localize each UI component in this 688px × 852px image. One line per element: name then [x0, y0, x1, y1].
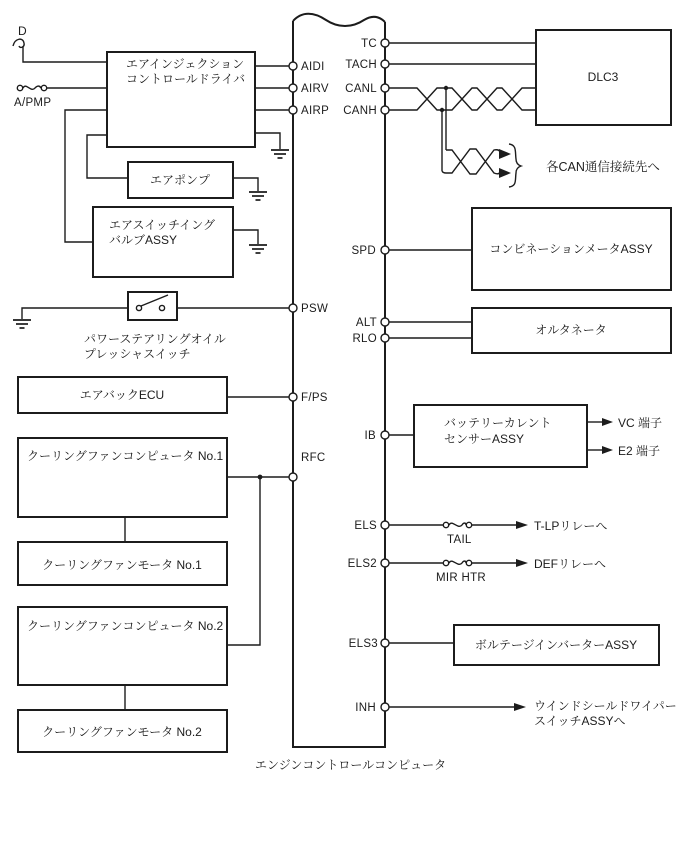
wire-els-tail — [389, 519, 607, 546]
wire-e2-terminal — [587, 443, 660, 458]
box-combination-meter — [472, 208, 671, 290]
terminal-tach — [381, 60, 389, 68]
arrowhead — [514, 703, 526, 711]
terminal-aidi-label: AIDI — [301, 61, 325, 73]
terminal-els3-label: ELS3 — [348, 638, 378, 650]
terminal-airp — [289, 106, 297, 114]
d-wire-label: D — [18, 24, 27, 38]
mir-htr-fuse-label: MIR HTR — [436, 572, 487, 584]
box-fan-motor-1 — [18, 542, 227, 585]
box-alternator — [472, 308, 671, 353]
fan-motor-2-label: クーリングファンモータ No.2 — [42, 725, 202, 739]
terminal-canh — [381, 106, 389, 114]
terminal-tc — [381, 39, 389, 47]
terminal-ib — [381, 431, 389, 439]
terminal-rlo — [381, 334, 389, 342]
box-voltage-inverter — [454, 625, 659, 665]
t-lp-relay-label: T-LPリレーへ — [534, 519, 608, 533]
box-air-pump — [128, 162, 233, 198]
terminal-fps — [289, 393, 297, 401]
ground-icon — [249, 245, 267, 253]
box-battery-current-sensor — [414, 405, 587, 467]
a-pmp-fuse-icon — [23, 86, 41, 89]
terminal-psw-label: PSW — [301, 303, 329, 315]
a-pmp-label: A/PMP — [14, 97, 52, 109]
airbag-ecu-label: エアバックECU — [79, 388, 165, 402]
arrowhead — [499, 168, 511, 178]
wire-inh — [389, 699, 677, 728]
terminal-alt-label: ALT — [355, 317, 377, 329]
box-dlc3 — [536, 30, 671, 125]
box-fan-computer-2 — [18, 607, 227, 685]
arrowhead — [499, 149, 511, 159]
terminal-rlo-label: RLO — [352, 333, 377, 345]
mir-htr-fuse-icon — [449, 561, 466, 564]
wire-d — [13, 24, 107, 62]
ecu-terminals-left — [289, 61, 329, 481]
terminal-tach-label: TACH — [345, 59, 377, 71]
ps-switch-label-line2: プレッシャスイッチ — [84, 347, 191, 361]
air-switching-valve-label-line2: バルブASSY — [109, 233, 178, 247]
terminal-inh-label: INH — [355, 702, 376, 714]
terminal-airv — [289, 84, 297, 92]
terminal-rfc-label: RFC — [301, 452, 326, 464]
alternator-label: オルタネータ — [535, 323, 607, 337]
terminal-canl-label: CANL — [345, 83, 377, 95]
ecu-label: エンジンコントロールコンピュータ — [255, 758, 447, 772]
terminal-airp-label: AIRP — [301, 105, 330, 117]
wire-a-pmp — [14, 85, 107, 109]
arrowhead — [602, 446, 613, 454]
terminal-ib-label: IB — [364, 430, 376, 442]
canh-wire — [389, 88, 536, 110]
terminal-tc-label: TC — [361, 38, 377, 50]
fan-computer-1-label: クーリングファンコンピュータ No.1 — [27, 449, 224, 463]
box-ps-oil-pressure-switch — [84, 292, 226, 361]
terminal-els2-label: ELS2 — [347, 558, 377, 570]
arrowhead — [516, 521, 528, 529]
wire-air-pump-ground — [233, 178, 267, 200]
fan-computer-2-label: クーリングファンコンピュータ No.2 — [27, 619, 224, 633]
wire-rfc — [227, 475, 289, 645]
terminal-psw — [289, 304, 297, 312]
arrowhead — [602, 418, 613, 426]
terminal-els2 — [381, 559, 389, 567]
can-destinations-label: 各CAN通信接続先へ — [546, 160, 660, 174]
terminal-spd-label: SPD — [351, 245, 376, 257]
terminal-spd — [381, 246, 389, 254]
ecu-top-torn-edge — [293, 14, 385, 26]
wire-valve-ground — [233, 230, 267, 253]
dlc3-label: DLC3 — [587, 70, 619, 84]
terminal-els3 — [381, 639, 389, 647]
terminal-canh-label: CANH — [343, 105, 377, 117]
fan-motor-1-label: クーリングファンモータ No.1 — [42, 558, 202, 572]
terminal-els-label: ELS — [354, 520, 377, 532]
def-relay-label: DEFリレーへ — [534, 557, 607, 571]
terminal-inh — [381, 703, 389, 711]
ground-icon — [13, 320, 31, 328]
wire-els2-mir-htr — [389, 557, 606, 584]
terminal-els — [381, 521, 389, 529]
ps-switch-label-line1: パワーステアリングオイル — [84, 332, 226, 346]
air-pump-label: エアポンプ — [149, 173, 211, 187]
box-fan-motor-2 — [18, 710, 227, 752]
ecu-terminals-right — [343, 38, 389, 714]
tail-fuse-label: TAIL — [447, 534, 472, 546]
air-switching-valve-label-line1: エアスイッチイング — [109, 218, 215, 232]
voltage-inverter-label: ボルテージインバーターASSY — [474, 638, 638, 652]
can-branch-pair — [442, 144, 660, 187]
ground-icon — [271, 150, 289, 158]
wiper-label-line2: スイッチASSYへ — [534, 714, 626, 728]
box-airbag-ecu — [18, 377, 227, 413]
air-injection-label-line1: エアインジェクション — [126, 57, 245, 71]
vc-terminal-label: VC 端子 — [618, 416, 663, 430]
wire-vc-terminal — [587, 415, 662, 430]
box-air-injection-control-driver — [107, 52, 255, 147]
terminal-alt — [381, 318, 389, 326]
combination-meter-label: コンビネーションメータASSY — [489, 242, 653, 256]
terminal-aidi — [289, 62, 297, 70]
e2-terminal-label: E2 端子 — [618, 444, 661, 458]
terminal-fps-label: F/PS — [301, 392, 328, 404]
tail-fuse-icon — [449, 523, 466, 526]
terminal-rfc — [289, 473, 297, 481]
battery-sensor-label-line1: バッテリーカレント — [444, 416, 552, 430]
ecu-body — [255, 14, 446, 772]
box-air-switching-valve — [93, 207, 233, 277]
battery-sensor-label-line2: センサーASSY — [444, 432, 525, 446]
air-injection-label-line2: コントロールドライバ — [126, 72, 246, 86]
ground-icon — [249, 192, 267, 200]
arrowhead — [516, 559, 528, 567]
d-break-squiggle — [13, 39, 24, 47]
box-fan-computer-1 — [18, 438, 227, 517]
terminal-airv-label: AIRV — [301, 83, 329, 95]
wire-air-injection-ground — [255, 133, 289, 158]
wiper-label-line1: ウインドシールドワイパー — [534, 699, 677, 713]
terminal-canl — [381, 84, 389, 92]
brace-icon — [509, 144, 521, 187]
